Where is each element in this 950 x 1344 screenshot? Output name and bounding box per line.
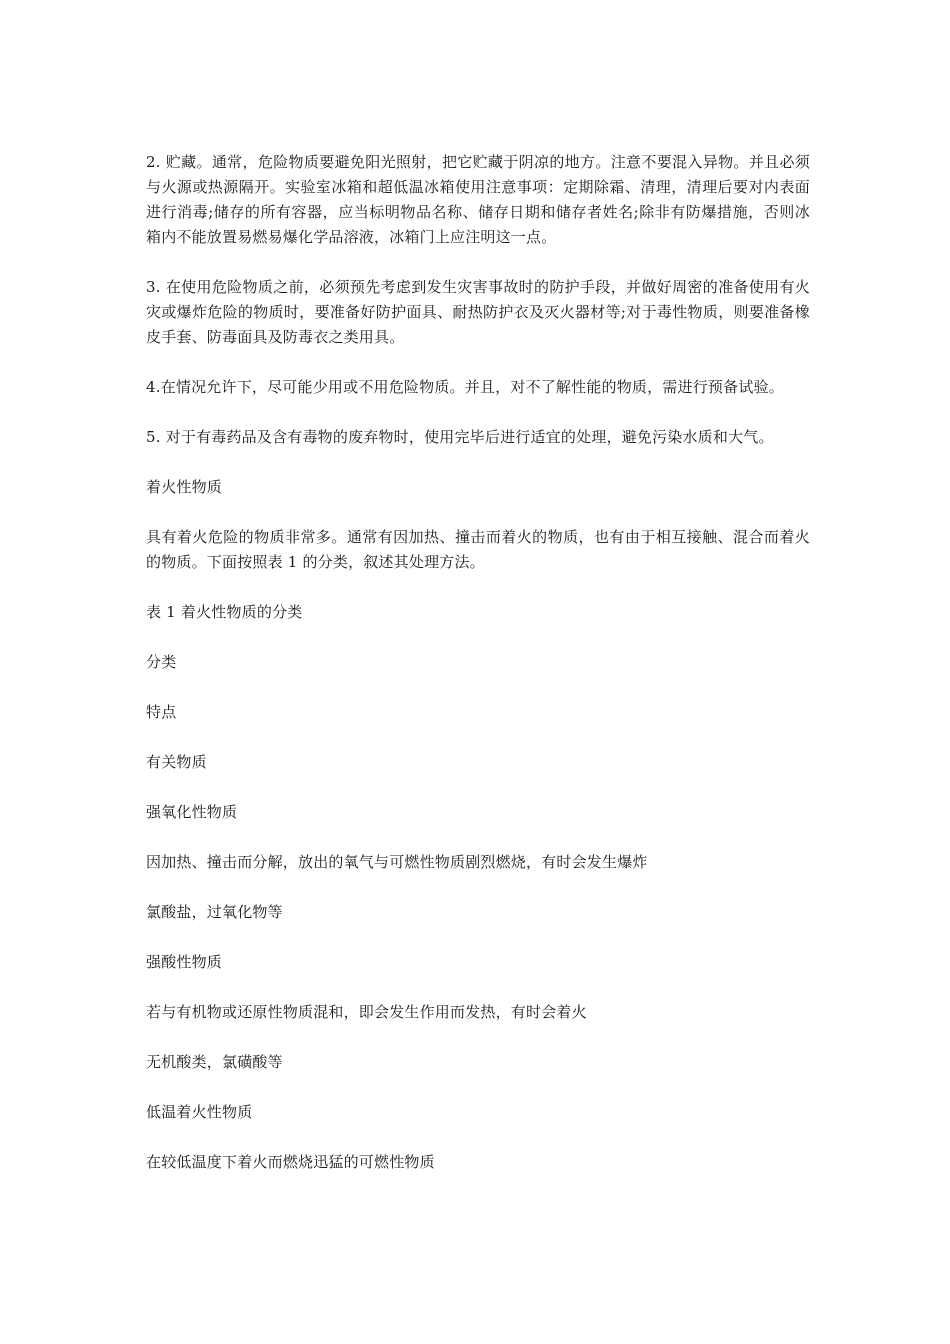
document-body (146, 150, 810, 1175)
table-cell-substances: 无机酸类，氯磺酸等 (146, 1053, 283, 1071)
table-cell-characteristics: 因加热、撞击而分解，放出的氧气与可燃性物质剧烈燃烧，有时会发生爆炸 (146, 853, 648, 871)
paragraph-precautions: 3. 在使用危险物质之前，必须预先考虑到发生灾害事故时的防护手段，并做好周密的准备使用有火灾或爆炸危险的物质时，要准备好防护面具、耐热防护衣及灭火器材等;对于毒性物质，则要准备橡皮手套、防毒面具及防毒衣之类用具。 (146, 278, 810, 346)
table-header-characteristics: 特点 (146, 703, 177, 721)
table-header-category: 分类 (146, 653, 177, 671)
table-cell-characteristics: 若与有机物或还原性物质混和，即会发生作用而发热，有时会着火 (146, 1003, 587, 1021)
table-cell-substances: 氯酸盐，过氧化物等 (146, 903, 283, 921)
paragraph-minimize-use: 4.在情况允许下，尽可能少用或不用危险物质。并且，对不了解性能的物质，需进行预备试验。 (146, 378, 784, 396)
table-cell-category: 低温着火性物质 (146, 1103, 253, 1121)
section-heading: 着火性物质 (146, 478, 223, 496)
paragraph-waste-disposal: 5. 对于有毒药品及含有毒物的废弃物时，使用完毕后进行适宜的处理，避免污染水质和大气。 (146, 428, 774, 446)
paragraph-intro: 具有着火危险的物质非常多。通常有因加热、撞击而着火的物质，也有由于相互接触、混合而着火的物质。下面按照表 1 的分类，叙述其处理方法。 (146, 528, 810, 571)
table-header-substances: 有关物质 (146, 753, 207, 771)
table-cell-characteristics: 在较低温度下着火而燃烧迅猛的可燃性物质 (146, 1153, 435, 1171)
table-cell-category: 强酸性物质 (146, 953, 223, 971)
table-cell-category: 强氧化性物质 (146, 803, 238, 821)
table-caption: 表 1 着火性物质的分类 (146, 603, 303, 621)
paragraph-storage: 2. 贮藏。通常，危险物质要避免阳光照射，把它贮藏于阴凉的地方。注意不要混入异物。并且必须与火源或热源隔开。实验室冰箱和超低温冰箱使用注意事项：定期除霜、清理，清理后要对内表面进行消毒;储存的所有容器，应当标明物品名称、储存日期和储存者姓名;除非有防爆措施，否则冰箱内不能放置易燃易爆化学品溶液，冰箱门上应注明这一点。 (146, 153, 810, 246)
